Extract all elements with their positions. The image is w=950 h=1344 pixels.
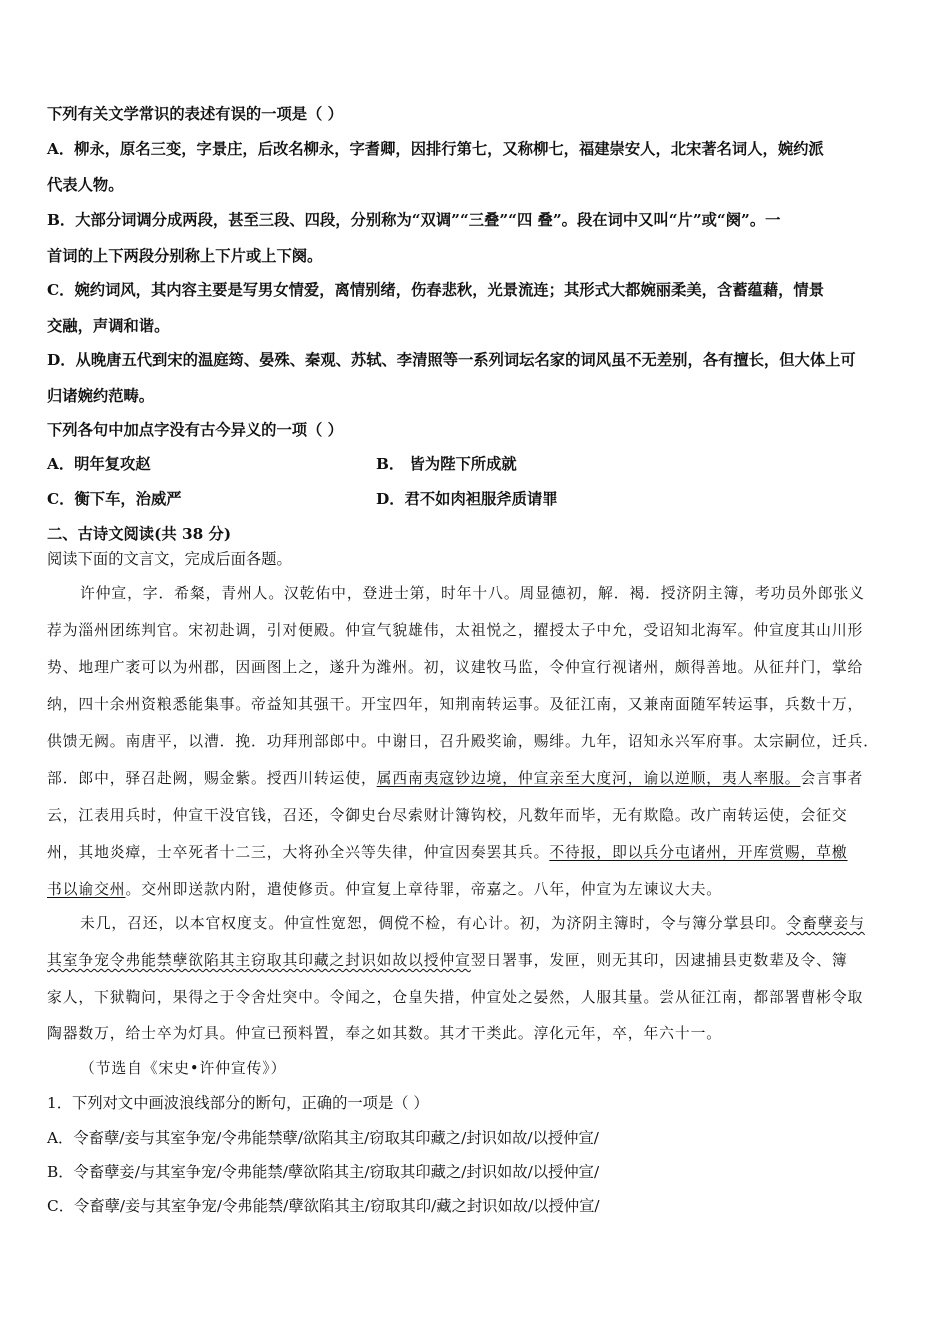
passage-line: 许仲宣，字．希粲，青州人。汉乾佑中，登进士第，时年十八。周显德初，解．褐．授济阴主簿，考功员外郎张义 (80, 585, 865, 602)
passage-text: 会言事者 (800, 770, 864, 787)
passage-line (80, 912, 865, 933)
option-b: B．令畜孽妾/与其室争宠/令弗能禁/孽欲陷其主/窃取其印藏之/封识如故/以授仲宣/ (47, 1163, 600, 1181)
underlined-sentence: 属西南夷寇钞边境，仲宣亲至大度河，谕以逆顺，夷人率服。 (376, 770, 801, 787)
option-c: C．衡下车，治威严 (47, 490, 182, 508)
option-b: B．大部分词调分成两段，甚至三段、四段，分别称为“双调”“三叠”“四 叠”。段在词中又叫“片”或“阕”。一 (47, 211, 781, 229)
passage-line: 陶器数万，给士卒为灯具。仲宣已预料置，奉之如其数。其才干类此。淳化元年，卒，年六十一。 (47, 1025, 722, 1042)
option-d-cont: 归诸婉约范畴。 (47, 387, 155, 405)
passage-line: 荐为淄州团练判官。宋初赴调，引对便殿。仲宣气貌雄伟，太祖悦之，擢授太子中允，受诏知北海军。仲宣度其山川形 (47, 622, 864, 639)
passage-line: 势、地理广袤可以为州郡，因画图上之，遂升为潍州。初，议建牧马监，令仲宣行视诸州，颇得善地。从征幷门，掌给 (47, 659, 864, 676)
passage-text: 未几，召还，以本官权度支。仲宣性宽恕，倜傥不检，有心计。初，为济阴主簿时，令与簿分掌县印。 (80, 915, 787, 932)
option-d: D．君不如肉袒服斧质请罪 (376, 490, 558, 508)
question-stem: 下列有关文学常识的表述有误的一项是（ ） (47, 105, 343, 123)
wavy-underlined-sentence: 令畜孽妾与 (786, 915, 865, 932)
option-a-cont: 代表人物。 (47, 176, 124, 194)
passage-line: 纳，四十余州资粮悉能集事。帝益知其强干。开宝四年，知荆南转运事。及征江南，又兼南面随军转运事，兵数十万， (47, 696, 864, 713)
option-b-cont: 首词的上下两段分别称上下片或上下阕。 (47, 247, 323, 265)
passage-line: 家人，下狱鞫问，果得之于令舍灶突中。令闻之，仓皇失措，仲宣处之晏然，人服其量。尝从征江南，都部署曹彬令取 (47, 989, 864, 1006)
passage-line: 云，江表用兵时，仲宣干没官钱，召还，令御史台尽索财计簿钩校，凡数年而毕，无有欺隐。改广南转运使，会征交 (47, 807, 848, 824)
section-heading: 二、古诗文阅读(共 38 分) (47, 525, 232, 543)
option-c: C．婉约词风，其内容主要是写男女情爱，离情别绪，伤春悲秋，光景流连；其形式大都婉丽柔美，含蓄蕴藉，情景 (47, 281, 825, 299)
passage-text: 州，其地炎瘴，士卒死者十二三，大将孙全兴等失律，仲宣因奏罢其兵。 (47, 844, 550, 861)
passage-line (47, 878, 722, 899)
passage-line (47, 767, 863, 788)
wavy-underlined-sentence: 其室争宠令弗能禁孽欲陷其主窃取其印藏之封识如故以授仲宣 (47, 952, 471, 969)
option-c-cont: 交融，声调和谐。 (47, 317, 170, 335)
option-a: A．柳永，原名三变，字景庄，后改名柳永，字耆卿，因排行第七，又称柳七，福建崇安人，北宋著名词人，婉约派 (47, 140, 824, 158)
underlined-sentence: 不待报，即以兵分屯诸州，开库赏赐，草檄 (549, 844, 848, 861)
option-a: A．令畜孽/妾与其室争宠/令弗能禁孽/欲陷其主/窃取其印藏之/封识如故/以授仲宣/ (47, 1129, 599, 1147)
passage-line (47, 949, 848, 970)
passage-source: （节选自《宋史•许仲宣传》） (80, 1060, 287, 1077)
option-b: B． 皆为陛下所成就 (376, 455, 517, 473)
question-stem: 1．下列对文中画波浪线部分的断句，正确的一项是（ ） (47, 1094, 429, 1112)
passage-text: 部．郎中，驿召赴阙，赐金紫。授西川转运使， (47, 770, 377, 787)
passage-line: 供馈无阙。南唐平，以漕．挽．功拜刑部郎中。中谢日，召升殿奖谕，赐绯。九年，诏知永兴军府事。太宗嗣位，迁兵． (47, 733, 879, 750)
passage-line (47, 841, 848, 862)
option-d: D．从晚唐五代到宋的温庭筠、晏殊、秦观、苏轼、李清照等一系列词坛名家的词风虽不无差别，各有擅长，但大体上可 (47, 351, 856, 369)
option-a: A．明年复攻赵 (47, 455, 151, 473)
section-instruction: 阅读下面的文言文，完成后面各题。 (47, 550, 292, 568)
underlined-sentence: 书以谕交州 (47, 881, 126, 898)
passage-text: 翌日署事，发匣，则无其印，因逮捕县吏数辈及令、簿 (470, 952, 848, 969)
passage-text: 。交州即送款内附，遣使修贡。仲宣复上章待罪，帝嘉之。八年，仲宣为左谏议大夫。 (125, 881, 722, 898)
option-c: C．令畜孽/妾与其室争宠/令弗能禁/孽欲陷其主/窃取其印/藏之封识如故/以授仲宣/ (47, 1197, 600, 1215)
question-stem: 下列各句中加点字没有古今异义的一项（ ） (47, 421, 343, 439)
